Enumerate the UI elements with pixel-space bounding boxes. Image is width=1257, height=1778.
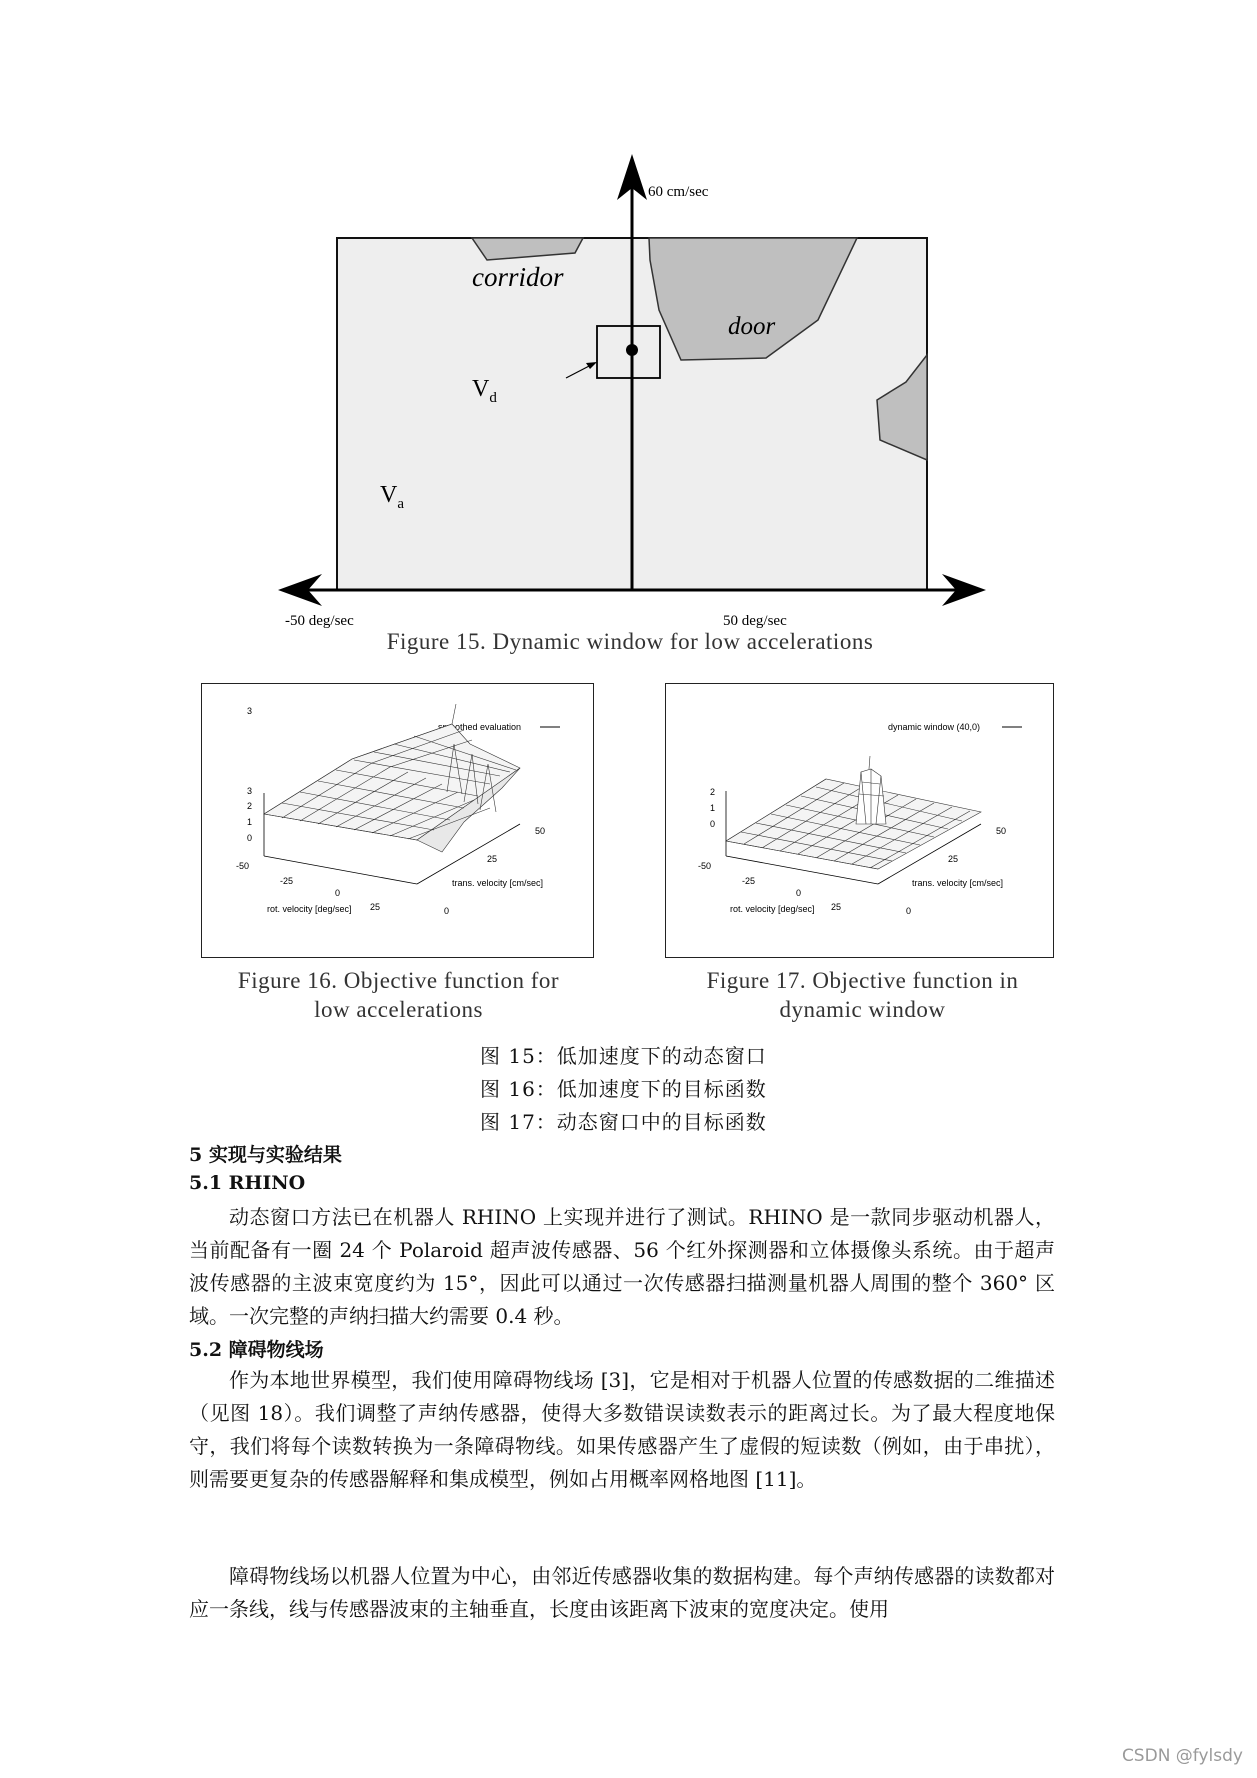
fig16-z-tick: 1 [247,817,253,827]
fig17-z-tick: 2 [710,787,716,797]
cn-caption-fig16: 图 16：低加速度下的目标函数 [480,1077,767,1101]
fig16-rot-tick: 0 [335,888,341,898]
fig17-rot-tick: 25 [831,902,842,912]
door-label: door [728,313,776,340]
va-label: V [380,482,398,508]
fig16-trans-tick: 25 [487,854,498,864]
fig16-z-tick: 3 [247,786,253,796]
cn-caption-fig17: 图 17：动态窗口中的目标函数 [480,1110,767,1134]
figure-17-caption-line1: Figure 17. Objective function in [706,968,1019,993]
figure-15-caption: Figure 15. Dynamic window for low accelerations [386,629,874,654]
paragraph-obstacle-line-construction: 障碍物线场以机器人位置为中心，由邻近传感器收集的数据构建。每个声纳传感器的读数都对应一条线，线与传感器波束的主轴垂直，长度由该距离下波束的宽度决定。使用 [189,1564,1055,1621]
y-axis-max-label: 60 cm/sec [648,184,709,200]
fig17-surface-mesh [726,756,981,869]
fig17-trans-axis-label: trans. velocity [cm/sec] [912,878,1004,888]
fig16-rot-tick: -50 [236,861,250,871]
fig16-rot-tick: 25 [370,902,381,912]
fig16-rot-axis-label: rot. velocity [deg/sec] [267,904,352,914]
figure-15-dynamic-window [270,150,1010,630]
va-subscript: a [397,496,405,512]
figure-17-plot [665,683,1054,958]
section-5-heading: 5 实现与实验结果 [189,1144,342,1166]
fig17-rot-tick: -25 [742,876,756,886]
fig17-trans-tick: 50 [996,826,1007,836]
section-5-1-heading: 5.1 RHINO [189,1172,306,1194]
csdn-watermark: CSDN @fylsdy [1121,1746,1243,1766]
cn-caption-fig15: 图 15：低加速度下的动态窗口 [480,1044,767,1068]
corridor-label: corridor [472,262,564,292]
figure-17-caption [665,966,1060,1024]
fig16-trans-tick: 50 [535,826,546,836]
figure-16-caption-line1: Figure 16. Objective function for [237,968,560,993]
figure-16-plot [201,683,594,958]
fig17-z-tick: 0 [710,819,716,829]
fig16-z-tick: 0 [247,833,253,843]
figure-16-caption-line2: low accelerations [314,997,483,1022]
fig17-trans-tick: 0 [906,906,912,916]
fig17-legend-label: dynamic window (40,0) [888,722,981,732]
current-velocity-dot [626,344,638,356]
fig17-rot-axis-label: rot. velocity [deg/sec] [730,904,815,914]
x-axis-max-label: 50 deg/sec [723,613,787,629]
vd-subscript: d [489,390,497,406]
fig17-trans-tick: 25 [948,854,959,864]
section-5-2-heading: 5.2 障碍物线场 [189,1339,324,1361]
fig17-rot-tick: 0 [796,888,802,898]
fig16-rot-tick: -25 [280,876,294,886]
paragraph-rhino: 动态窗口方法已在机器人 RHINO 上实现并进行了测试。RHINO 是一款同步驱动机器人，当前配备有一圈 24 个 Polaroid 超声波传感器、56 个红外探测器和立体摄像头系统。由于超声波传感器的主波束宽度约为 15°，因此可以通过一次传感器扫描测量机器人周围的整个 360° 区域。一次完整的声纳扫描大约需要 0.4 秒。 [189,1205,1055,1328]
fig16-z-tick: 2 [247,801,253,811]
x-axis-min-label: -50 deg/sec [285,613,354,629]
fig17-rot-tick: -50 [698,861,712,871]
paragraph-obstacle-line-field: 作为本地世界模型，我们使用障碍物线场 [3]，它是相对于机器人位置的传感数据的二维描述（见图 18）。我们调整了声纳传感器，使得大多数错误读数表示的距离过长。为了最大程度地保守，我们将每个读数转换为一条障碍物线。如果传感器产生了虚假的短读数（例如，由于串扰），则需要更复杂的传感器解释和集成模型，例如占用概率网格地图 [11]。 [189,1368,1055,1491]
fig16-legend-label: smoothed evaluation [438,722,522,732]
vd-label: V [472,376,490,402]
figure-17-caption-line2: dynamic window [779,997,946,1022]
fig16-trans-tick: 0 [444,906,450,916]
fig16-trans-axis-label: trans. velocity [cm/sec] [452,878,544,888]
figure-16-caption [201,966,596,1024]
fig16-z-tick-3: 3 [247,706,253,716]
fig17-z-tick: 1 [710,803,716,813]
